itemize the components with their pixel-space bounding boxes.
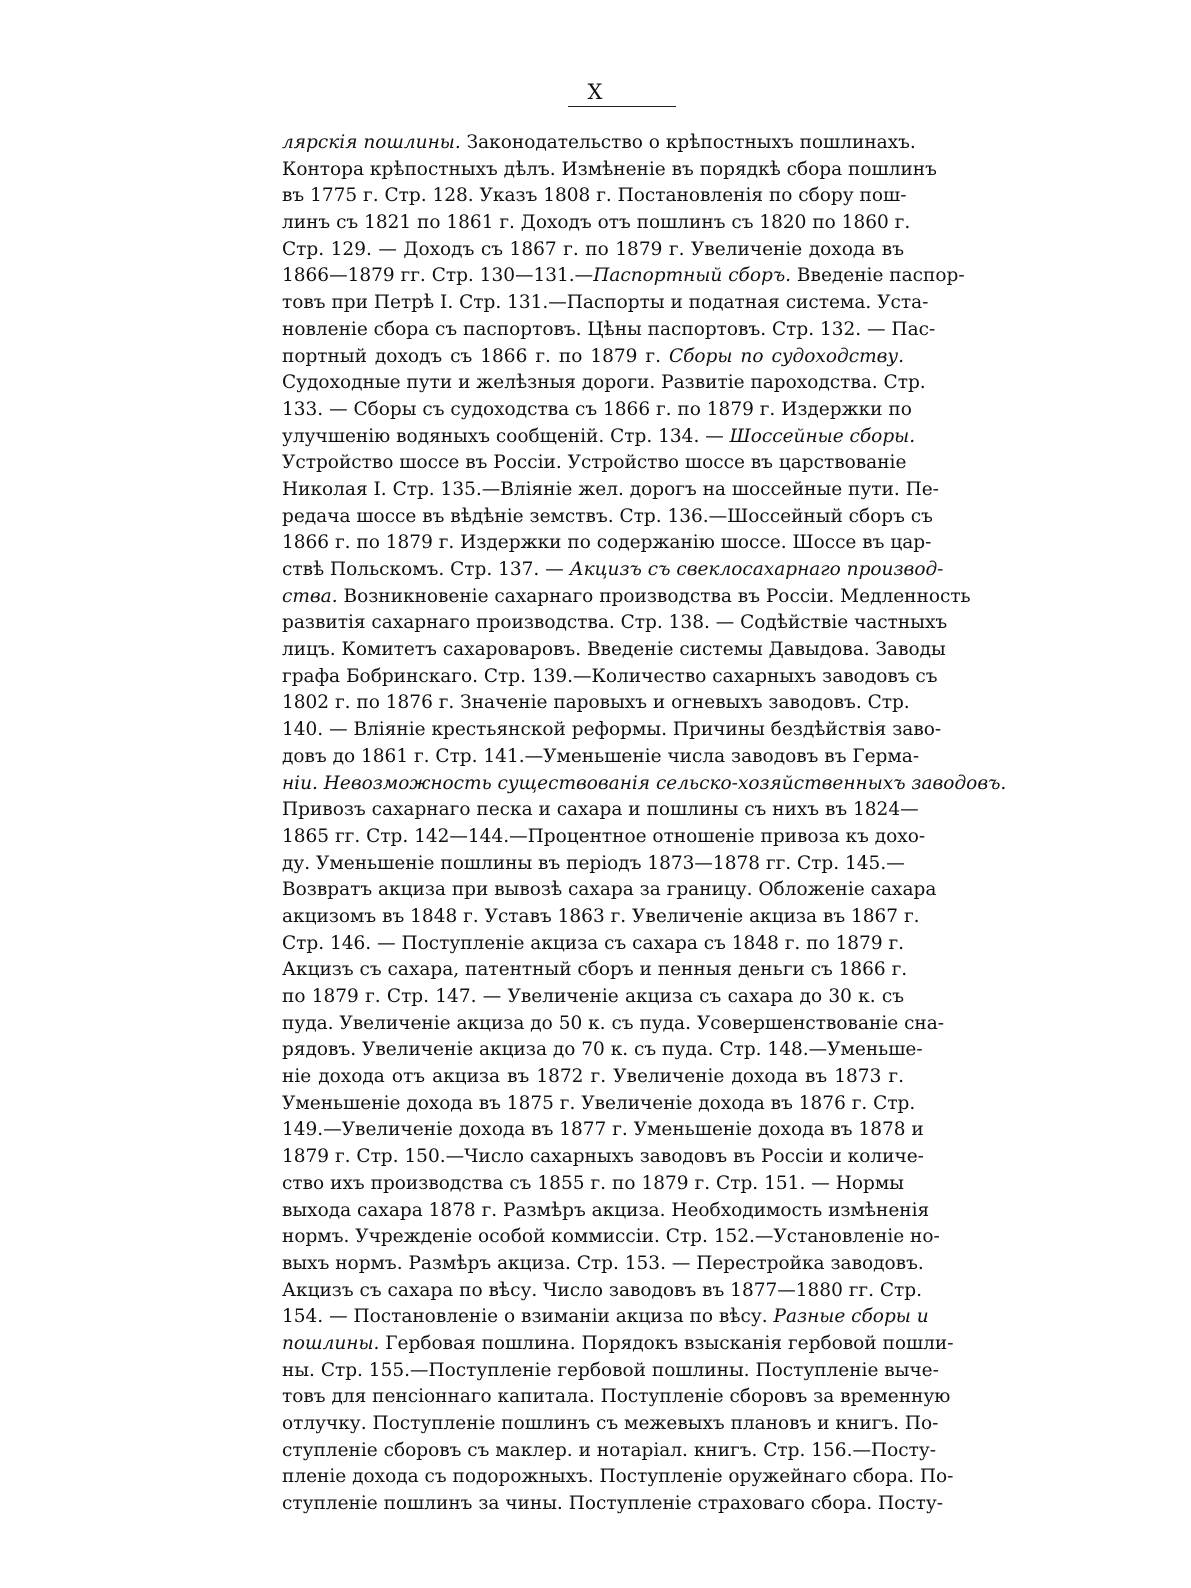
text-line bbox=[282, 957, 908, 984]
text-line bbox=[282, 1198, 930, 1225]
text-run: Уменьшеніе дохода въ 1875 г. Увеличеніе дохода въ 1876 г. Стр. bbox=[282, 1092, 916, 1114]
text-line bbox=[282, 1438, 936, 1465]
text-line bbox=[282, 450, 907, 477]
text-run: Законодательство о крѣпостныхъ пошлинахъ. bbox=[460, 132, 916, 153]
text-line bbox=[282, 637, 946, 664]
text-line bbox=[282, 370, 926, 397]
text-line bbox=[282, 1171, 904, 1198]
italic-heading: Акцизъ съ свеклосахарнаго производ- bbox=[569, 559, 944, 580]
text-line bbox=[282, 1037, 923, 1064]
text-run: портный доходъ съ 1866 г. по 1879 г. bbox=[282, 345, 669, 367]
text-line bbox=[282, 1358, 939, 1385]
text-line bbox=[282, 1064, 904, 1091]
italic-heading: Паспортный сборъ. bbox=[593, 265, 792, 287]
text-line bbox=[282, 157, 937, 184]
text-line bbox=[282, 851, 904, 878]
text-run: 1865 гг. Стр. 142—144.—Процентное отношеніе привоза къ дохо- bbox=[282, 825, 926, 847]
text-run: Контора крѣпостныхъ дѣлъ. Измѣненіе въ порядкѣ сбора пошлинъ bbox=[282, 158, 937, 180]
text-line bbox=[282, 1117, 924, 1144]
text-run: ступленіе сборовъ съ маклер. и нотаріал. книгъ. Стр. 156.—Посту- bbox=[282, 1439, 936, 1461]
italic-heading: Разные сборы и bbox=[773, 1306, 929, 1328]
text-run: акцизомъ въ 1848 г. Уставъ 1863 г. Увеличеніе акциза въ 1867 г. bbox=[282, 905, 920, 927]
text-line bbox=[282, 610, 948, 637]
text-run: Николая I. Стр. 135.—Вліяніе жел. дорогъ на шоссейные пути. Пе- bbox=[282, 478, 939, 500]
text-line bbox=[282, 1331, 954, 1358]
text-run: Гербовая пошлина. Порядокъ взысканія гербовой пошли- bbox=[379, 1332, 954, 1354]
text-line bbox=[282, 690, 910, 717]
body-text bbox=[282, 130, 1007, 1518]
text-line bbox=[282, 771, 1007, 798]
text-run: редача шоссе въ вѣдѣніе земствъ. Стр. 136.—Шоссейный сборъ съ bbox=[282, 505, 933, 527]
text-run: ствѣ Польскомъ. Стр. 137. — bbox=[282, 559, 570, 580]
text-run: пленіе дохода съ подорожныхъ. Поступленіе оружейнаго сбора. По- bbox=[282, 1466, 954, 1488]
text-run: ду. Уменьшеніе пошлины въ періодъ 1873—1878 гг. Стр. 145.— bbox=[282, 852, 905, 874]
text-line bbox=[282, 130, 916, 157]
text-line bbox=[282, 210, 911, 237]
text-run: 133. — Сборы съ судоходства съ 1866 г. по 1879 г. Издержки по bbox=[282, 398, 912, 420]
text-run: 1879 г. Стр. 150.—Число сахарныхъ заводовъ въ Россіи и количе- bbox=[282, 1146, 924, 1168]
text-run: Устройство шоссе въ Россіи. Устройство шоссе въ царствованіе bbox=[282, 452, 907, 474]
text-line bbox=[282, 504, 933, 531]
text-run: улучшенію водяныхъ сообщеній. Стр. 134. — bbox=[282, 425, 730, 447]
text-line bbox=[282, 1091, 916, 1118]
italic-heading: Сборы по судоходству. bbox=[668, 345, 904, 367]
text-line bbox=[282, 584, 971, 611]
text-line bbox=[282, 744, 920, 771]
text-line bbox=[282, 344, 904, 371]
text-run: выхъ нормъ. Размѣръ акциза. Стр. 153. — Перестройка заводовъ. bbox=[282, 1252, 924, 1274]
text-line bbox=[282, 984, 904, 1011]
text-run: ніе дохода отъ акциза въ 1872 г. Увеличеніе дохода въ 1873 г. bbox=[282, 1066, 904, 1088]
text-run: нормъ. Учрежденіе особой коммиссіи. Стр. 152.—Установленіе но- bbox=[282, 1226, 940, 1248]
text-run: графа Бобринскаго. Стр. 139.—Количество сахарныхъ заводовъ съ bbox=[282, 665, 938, 687]
italic-heading: Шоссейные сборы. bbox=[729, 425, 916, 447]
text-line bbox=[282, 664, 938, 691]
text-run: товъ для пенсіоннаго капитала. Поступленіе сборовъ за временную bbox=[282, 1386, 951, 1408]
text-line bbox=[282, 797, 919, 824]
page-number: X bbox=[587, 80, 604, 104]
text-line bbox=[282, 1251, 924, 1278]
text-run: пуда. Увеличеніе акциза до 50 к. съ пуда. Усовершенствованіе сна- bbox=[282, 1012, 945, 1034]
text-run: по 1879 г. Стр. 147. — Увеличеніе акциза съ сахара до 30 к. съ bbox=[282, 986, 904, 1007]
text-run: въ 1775 г. Стр. 128. Указъ 1808 г. Постановленія по сбору пош- bbox=[282, 185, 907, 207]
text-run: рядовъ. Увеличеніе акциза до 70 к. съ пуда. Стр. 148.—Уменьше- bbox=[282, 1039, 923, 1061]
text-run: Стр. 129. — Доходъ съ 1867 г. по 1879 г. Увеличеніе дохода въ bbox=[282, 238, 904, 260]
text-line bbox=[282, 1224, 940, 1251]
text-line bbox=[282, 1011, 945, 1038]
text-run: Судоходные пути и желѣзныя дороги. Развитіе пароходства. Стр. bbox=[282, 372, 926, 394]
text-run: 140. — Вліяніе крестьянской реформы. Причины бездѣйствія заво- bbox=[282, 719, 942, 741]
text-line bbox=[282, 290, 929, 317]
text-run: лицъ. Комитетъ сахароваровъ. Введеніе системы Давыдова. Заводы bbox=[282, 639, 946, 661]
text-run: линъ съ 1821 по 1861 г. Доходъ отъ пошлинъ съ 1820 по 1860 г. bbox=[282, 212, 911, 234]
text-run: Возникновеніе сахарнаго производства въ Россіи. Медленность bbox=[337, 585, 971, 607]
text-line bbox=[282, 530, 932, 557]
text-run: Стр. 146. — Поступленіе акциза съ сахара съ 1848 г. по 1879 г. bbox=[282, 932, 905, 954]
text-run: ступленіе пошлинъ за чины. Поступленіе страховаго сбора. Посту- bbox=[282, 1493, 944, 1515]
text-line bbox=[282, 237, 904, 264]
italic-heading: ства. bbox=[282, 585, 338, 607]
text-line bbox=[282, 183, 907, 210]
text-line bbox=[282, 824, 926, 851]
text-run: новленіе сбора съ паспортовъ. Цѣны паспортовъ. Стр. 132. — Пас- bbox=[282, 318, 936, 340]
text-line bbox=[282, 904, 920, 931]
text-line bbox=[282, 424, 916, 451]
text-line bbox=[282, 717, 942, 744]
text-line bbox=[282, 263, 965, 290]
text-line bbox=[282, 1304, 929, 1331]
text-line bbox=[282, 397, 912, 424]
text-run: ство ихъ производства съ 1855 г. по 1879 г. Стр. 151. — Нормы bbox=[282, 1172, 904, 1194]
text-line bbox=[282, 931, 904, 958]
text-run: отлучку. Поступленіе пошлинъ съ межевыхъ плановъ и книгъ. По- bbox=[282, 1413, 939, 1434]
header-rule bbox=[568, 106, 676, 107]
text-line bbox=[282, 1278, 922, 1305]
text-run: Возвратъ акциза при вывозѣ сахара за границу. Обложеніе сахара bbox=[282, 879, 937, 901]
text-run: Акцизъ съ сахара по вѣсу. Число заводовъ въ 1877—1880 гг. Стр. bbox=[282, 1279, 922, 1301]
text-line bbox=[282, 1464, 954, 1491]
text-run: 154. — Постановленіе о взиманіи акциза по вѣсу. bbox=[282, 1306, 774, 1328]
text-run: 1802 г. по 1876 г. Значеніе паровыхъ и огневыхъ заводовъ. Стр. bbox=[282, 692, 910, 714]
text-run: 149.—Увеличеніе дохода въ 1877 г. Уменьшеніе дохода въ 1878 и bbox=[282, 1119, 924, 1141]
text-run: развитія сахарнаго производства. Стр. 138. — Содѣйствіе частныхъ bbox=[282, 612, 948, 634]
text-run: 1866 г. по 1879 г. Издержки по содержанію шоссе. Шоссе въ цар- bbox=[282, 532, 932, 554]
text-line bbox=[282, 557, 944, 584]
text-run: Акцизъ съ сахара, патентный сборъ и пенныя деньги съ 1866 г. bbox=[282, 959, 908, 981]
text-run: товъ при Петрѣ I. Стр. 131.—Паспорты и податная система. Уста- bbox=[282, 292, 929, 314]
text-run: ны. Стр. 155.—Поступленіе гербовой пошлины. Поступленіе выче- bbox=[282, 1359, 939, 1381]
text-line bbox=[282, 1384, 951, 1411]
text-line bbox=[282, 1411, 939, 1438]
text-line bbox=[282, 1144, 924, 1171]
italic-heading: ніи. Невозможность существованія сельско-хозяйственныхъ заводовъ. bbox=[282, 772, 1007, 794]
text-line bbox=[282, 1491, 944, 1518]
text-run: довъ до 1861 г. Стр. 141.—Уменьшеніе числа заводовъ въ Герма- bbox=[282, 745, 920, 767]
text-line bbox=[282, 317, 936, 344]
italic-heading: лярскія пошлины. bbox=[282, 132, 461, 153]
text-run: Привозъ сахарнаго песка и сахара и пошлины съ нихъ въ 1824— bbox=[282, 799, 919, 821]
text-run: выхода сахара 1878 г. Размѣръ акциза. Необходимость измѣненія bbox=[282, 1199, 930, 1221]
text-run: Введеніе паспор- bbox=[791, 265, 965, 287]
text-line bbox=[282, 877, 937, 904]
text-line bbox=[282, 477, 939, 504]
text-run: 1866—1879 гг. Стр. 130—131.— bbox=[282, 265, 594, 287]
italic-heading: пошлины. bbox=[282, 1332, 380, 1354]
